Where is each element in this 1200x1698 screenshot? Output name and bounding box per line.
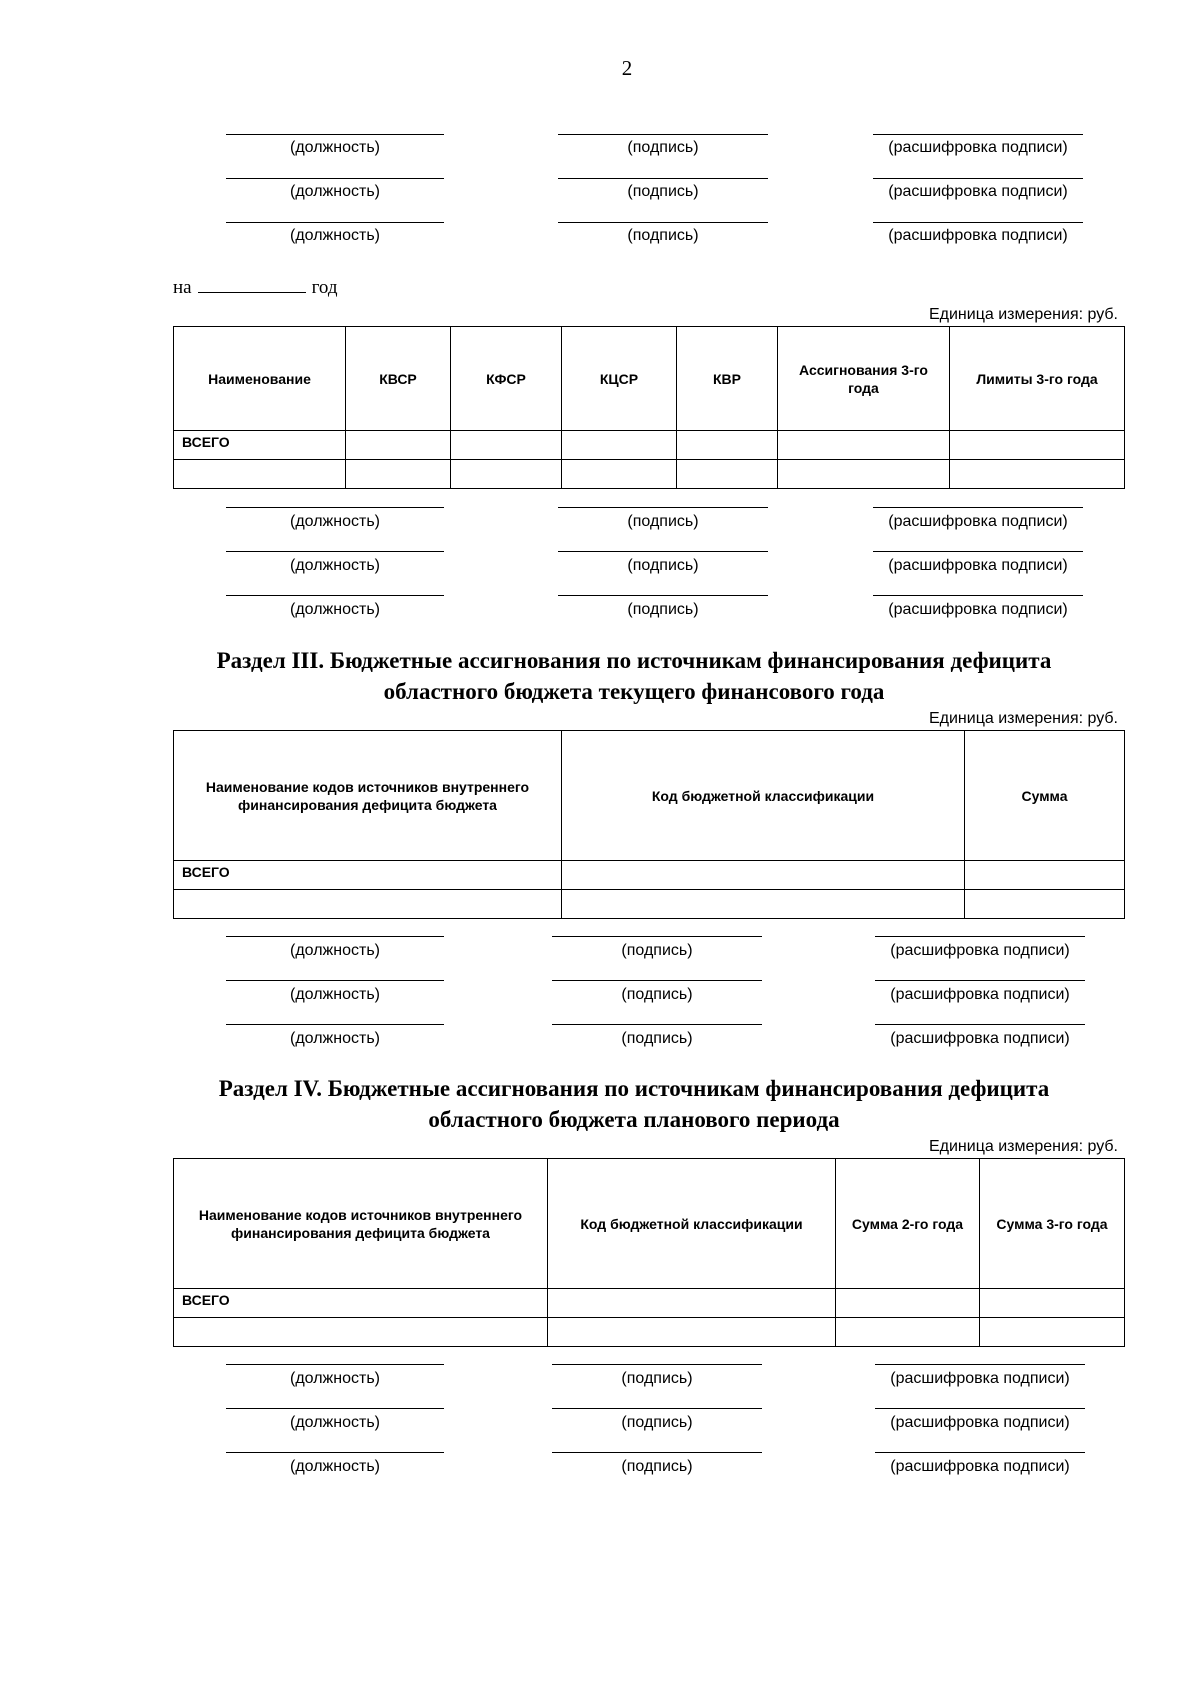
header-cell: Лимиты 3-го года (950, 327, 1125, 431)
signature-decode-label: (расшифровка подписи) (888, 601, 1068, 618)
header-cell: КВР (677, 327, 778, 431)
signature-label: (подпись) (621, 986, 693, 1003)
table-cell (965, 890, 1125, 919)
unit-label: Единица измерения: руб. (928, 710, 1118, 727)
signature-decode-label: (расшифровка подписи) (888, 139, 1068, 156)
signature-line (873, 222, 1083, 223)
position-label: (должность) (290, 183, 380, 200)
header-cell: Сумма 3-го года (980, 1159, 1125, 1289)
signature-decode-label: (расшифровка подписи) (890, 1414, 1070, 1431)
signature-label: (подпись) (621, 1458, 693, 1475)
table-header-row (174, 327, 1125, 431)
table-row (174, 1318, 1125, 1347)
header-cell: Наименование (174, 327, 346, 431)
table-cell (548, 1289, 836, 1318)
signature-line (552, 1408, 762, 1409)
header-cell: КЦСР (562, 327, 677, 431)
table-total-row (174, 431, 1125, 460)
section-4-table (173, 1158, 1125, 1347)
signature-line (873, 551, 1083, 552)
signature-label: (подпись) (621, 1414, 693, 1431)
unit-label: Единица измерения: руб. (928, 1138, 1118, 1155)
position-label: (должность) (290, 1370, 380, 1387)
signature-decode-label: (расшифровка подписи) (888, 183, 1068, 200)
signature-line (552, 1452, 762, 1453)
table-cell (346, 460, 451, 489)
table-cell (677, 460, 778, 489)
table-cell (778, 460, 950, 489)
position-label: (должность) (290, 513, 380, 530)
signature-decode-label: (расшифровка подписи) (890, 1030, 1070, 1047)
signature-line (875, 1452, 1085, 1453)
signature-line (558, 595, 768, 596)
total-label: ВСЕГО (174, 1289, 548, 1318)
signature-line (226, 178, 444, 179)
table-cell (965, 861, 1125, 890)
position-label: (должность) (290, 139, 380, 156)
unit-label: Единица измерения: руб. (928, 306, 1118, 323)
table-cell (950, 431, 1125, 460)
header-cell: Код бюджетной классификации (562, 731, 965, 861)
signature-line (558, 178, 768, 179)
signature-line (875, 936, 1085, 937)
table-cell (950, 460, 1125, 489)
header-cell: Сумма (965, 731, 1125, 861)
table-cell (836, 1318, 980, 1347)
header-cell: Сумма 2-го года (836, 1159, 980, 1289)
table-cell (174, 460, 346, 489)
year-prefix: на (173, 277, 192, 298)
table-cell (562, 890, 965, 919)
page-number: 2 (621, 56, 633, 80)
signature-line (558, 222, 768, 223)
signature-line (558, 134, 768, 135)
table-cell (451, 431, 562, 460)
position-label: (должность) (290, 1458, 380, 1475)
allocations-table (173, 326, 1125, 489)
year-line (173, 277, 338, 299)
table-row (174, 890, 1125, 919)
section-3-table (173, 730, 1125, 919)
signature-line (875, 1364, 1085, 1365)
signature-label: (подпись) (627, 183, 699, 200)
signature-decode-label: (расшифровка подписи) (890, 986, 1070, 1003)
signature-line (226, 980, 444, 981)
table-cell (174, 890, 562, 919)
signature-line (226, 222, 444, 223)
year-suffix: год (311, 277, 338, 298)
header-cell: КФСР (451, 327, 562, 431)
signature-line (558, 507, 768, 508)
signature-line (552, 936, 762, 937)
signature-label: (подпись) (621, 1370, 693, 1387)
table-cell (677, 431, 778, 460)
table-header-row (174, 1159, 1125, 1289)
header-cell: КВСР (346, 327, 451, 431)
table-cell (562, 460, 677, 489)
table-cell (778, 431, 950, 460)
signature-label: (подпись) (621, 1030, 693, 1047)
signature-line (226, 1024, 444, 1025)
signature-decode-label: (расшифровка подписи) (890, 942, 1070, 959)
table-cell (980, 1318, 1125, 1347)
section-3-title: Раздел III. Бюджетные ассигнования по источникам финансирования дефицита областного бюджета текущего финансового года (216, 648, 1052, 704)
position-label: (должность) (290, 557, 380, 574)
total-label: ВСЕГО (174, 861, 562, 890)
signature-line (875, 1024, 1085, 1025)
signature-line (226, 936, 444, 937)
position-label: (должность) (290, 227, 380, 244)
total-label: ВСЕГО (174, 431, 346, 460)
header-cell: Наименование кодов источников внутреннего финансирования дефицита бюджета (174, 1159, 548, 1289)
signature-label: (подпись) (627, 513, 699, 530)
table-total-row (174, 861, 1125, 890)
signature-label: (подпись) (627, 557, 699, 574)
signature-line (226, 595, 444, 596)
signature-label: (подпись) (627, 139, 699, 156)
position-label: (должность) (290, 986, 380, 1003)
table-cell (346, 431, 451, 460)
table-cell (451, 460, 562, 489)
section-4-title: Раздел IV. Бюджетные ассигнования по источникам финансирования дефицита областного бюджета планового периода (218, 1076, 1050, 1132)
signature-line (873, 134, 1083, 135)
signature-line (875, 1408, 1085, 1409)
signature-line (875, 980, 1085, 981)
table-cell (548, 1318, 836, 1347)
header-cell: Наименование кодов источников внутреннего финансирования дефицита бюджета (174, 731, 562, 861)
table-cell (562, 431, 677, 460)
year-blank-field (198, 278, 306, 293)
signature-decode-label: (расшифровка подписи) (890, 1458, 1070, 1475)
table-cell (562, 861, 965, 890)
table-total-row (174, 1289, 1125, 1318)
signature-line (873, 178, 1083, 179)
signature-line (226, 1364, 444, 1365)
table-cell (836, 1289, 980, 1318)
position-label: (должность) (290, 601, 380, 618)
signature-line (226, 507, 444, 508)
signature-label: (подпись) (627, 601, 699, 618)
signature-line (552, 1364, 762, 1365)
header-cell: Ассигнования 3-го года (778, 327, 950, 431)
position-label: (должность) (290, 942, 380, 959)
position-label: (должность) (290, 1414, 380, 1431)
signature-line (552, 1024, 762, 1025)
signature-line (873, 595, 1083, 596)
signature-line (226, 1452, 444, 1453)
signature-decode-label: (расшифровка подписи) (888, 227, 1068, 244)
signature-label: (подпись) (621, 942, 693, 959)
table-row (174, 460, 1125, 489)
signature-decode-label: (расшифровка подписи) (888, 513, 1068, 530)
table-cell (174, 1318, 548, 1347)
signature-line (873, 507, 1083, 508)
table-header-row (174, 731, 1125, 861)
signature-line (226, 1408, 444, 1409)
signature-label: (подпись) (627, 227, 699, 244)
signature-line (552, 980, 762, 981)
signature-decode-label: (расшифровка подписи) (888, 557, 1068, 574)
signature-line (558, 551, 768, 552)
table-cell (980, 1289, 1125, 1318)
signature-line (226, 551, 444, 552)
position-label: (должность) (290, 1030, 380, 1047)
signature-decode-label: (расшифровка подписи) (890, 1370, 1070, 1387)
signature-line (226, 134, 444, 135)
header-cell: Код бюджетной классификации (548, 1159, 836, 1289)
